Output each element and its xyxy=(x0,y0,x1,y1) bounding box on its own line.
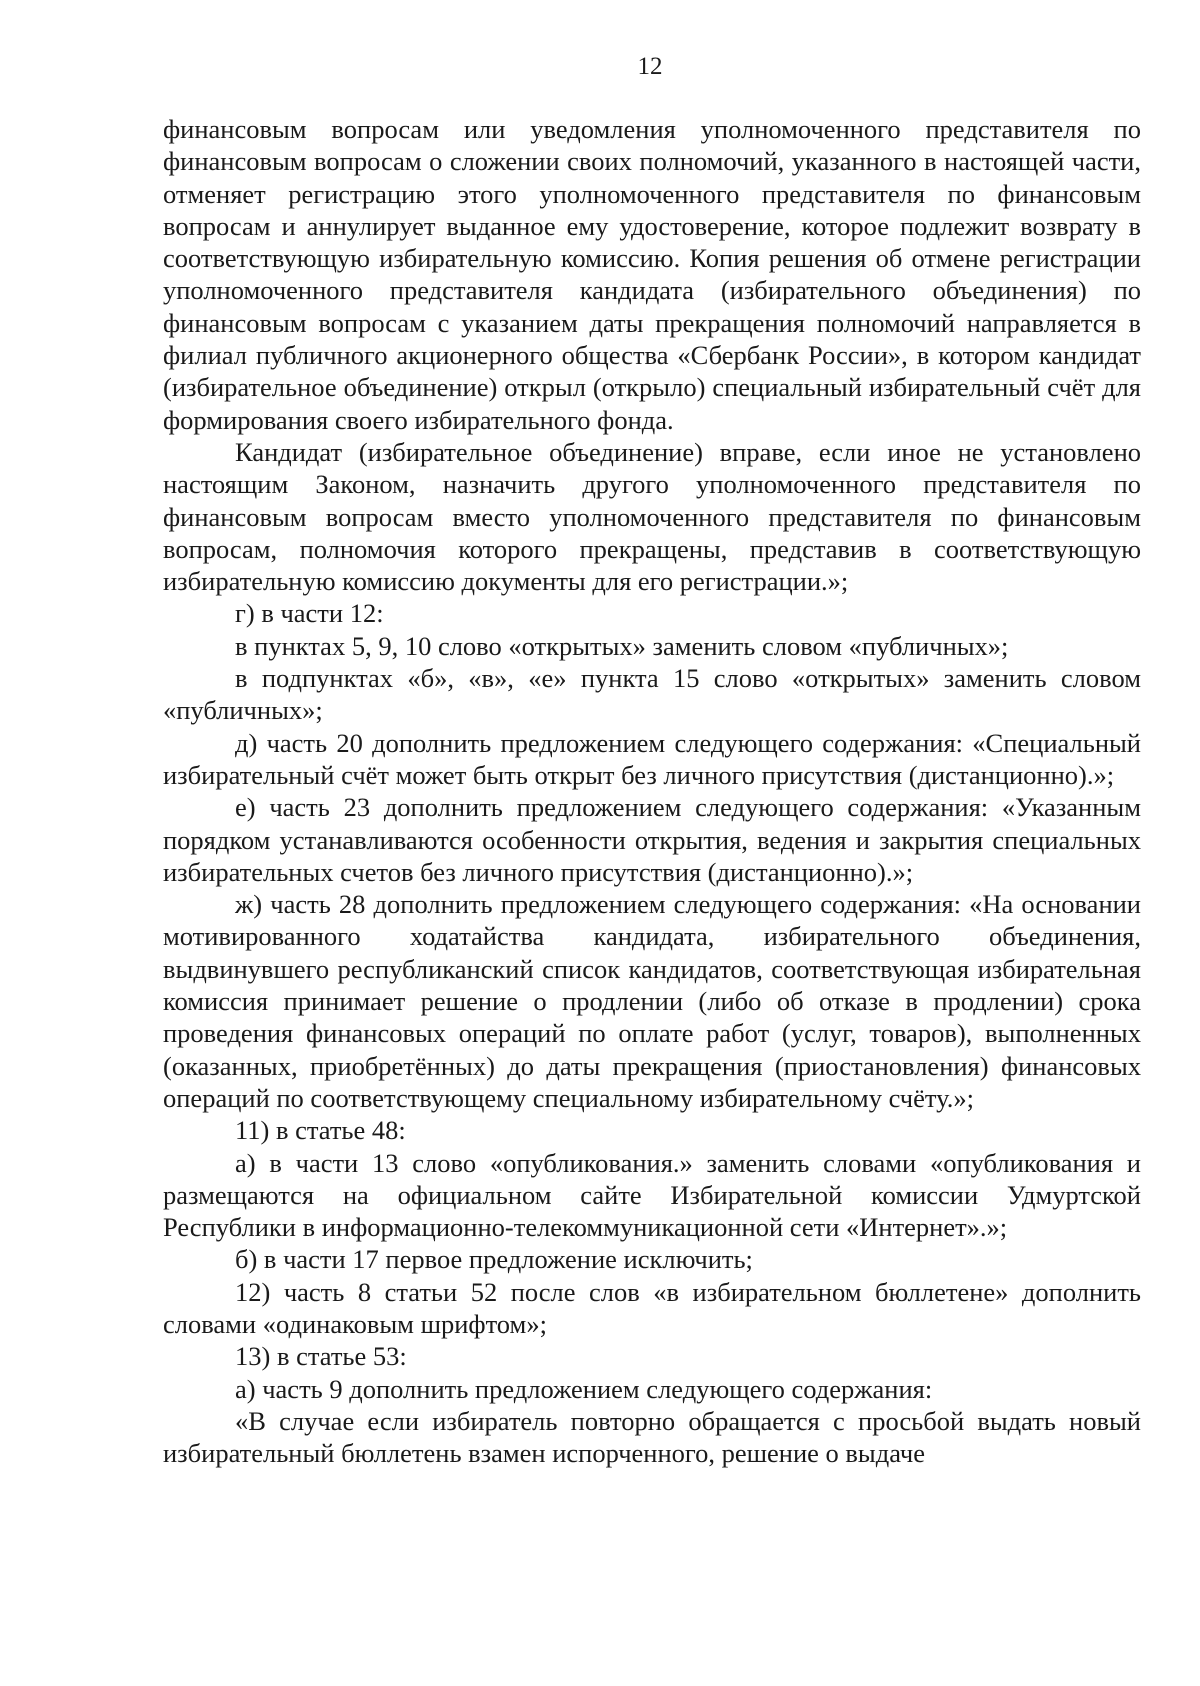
paragraph: в пунктах 5, 9, 10 слово «открытых» заменить словом «публичных»; xyxy=(235,630,1009,661)
paragraph: ж) часть 28 дополнить предложением следующего содержания: «На основании мотивированного ходатайства кандидата, избирательного объединения, выдвинувшего республиканский список кандидатов, соответствующая избирательная комиссия принимает решение о продлении (либо об отказе в продлении) срока проведения финансовых операций по оплате работ (услуг, товаров), выполненных (оказанных, приобретённых) до даты прекращения (приостановления) финансовых операций по соответствующему специальному избирательному счёту.»; xyxy=(163,889,1141,1113)
paragraph: Кандидат (избирательное объединение) вправе, если иное не установлено настоящим Законом, назначить другого уполномоченного представителя по финансовым вопросам вместо уполномоченного представителя по финансовым вопросам, полномочия которого прекращены, представив в соответствующую избирательную комиссию документы для его регистрации.»; xyxy=(163,436,1141,597)
document-body xyxy=(163,113,1141,1469)
paragraph: б) в части 17 первое предложение исключить; xyxy=(235,1244,753,1275)
paragraph: 12) часть 8 статьи 52 после слов «в избирательном бюллетене» дополнить словами «одинаковым шрифтом»; xyxy=(163,1276,1141,1339)
paragraph: г) в части 12: xyxy=(235,598,384,629)
paragraph: в подпунктах «б», «в», «е» пункта 15 слово «открытых» заменить словом «публичных»; xyxy=(163,663,1141,726)
paragraph: 13) в статье 53: xyxy=(235,1341,407,1372)
page-number: 12 xyxy=(637,53,663,80)
paragraph: финансовым вопросам или уведомления уполномоченного представителя по финансовым вопросам о сложении своих полномочий, указанного в настоящей части, отменяет регистрацию этого уполномоченного представителя по финансовым вопросам и аннулирует выданное ему удостоверение, которое подлежит возврату в соответствующую избирательную комиссию. Копия решения об отмене регистрации уполномоченного представителя кандидата (избирательного объединения) по финансовым вопросам с указанием даты прекращения полномочий направляется в филиал публичного акционерного общества «Сбербанк России», в котором кандидат (избирательное объединение) открыл (открыло) специальный избирательный счёт для формирования своего избирательного фонда. xyxy=(163,114,1141,435)
paragraph: д) часть 20 дополнить предложением следующего содержания: «Специальный избирательный счёт может быть открыт без личного присутствия (дистанционно).»; xyxy=(163,727,1141,790)
paragraph: «В случае если избиратель повторно обращается с просьбой выдать новый избирательный бюллетень взамен испорченного, решение о выдаче xyxy=(163,1405,1141,1469)
paragraph: е) часть 23 дополнить предложением следующего содержания: «Указанным порядком устанавливаются особенности открытия, ведения и закрытия специальных избирательных счетов без личного присутствия (дистанционно).»; xyxy=(163,792,1141,887)
paragraph: 11) в статье 48: xyxy=(235,1115,406,1146)
paragraph: а) в части 13 слово «опубликования.» заменить словами «опубликования и размещаются на официальном сайте Избирательной комиссии Удмуртской Республики в информационно-телекоммуникационной сети «Интернет».»; xyxy=(163,1147,1141,1243)
paragraph: а) часть 9 дополнить предложением следующего содержания: xyxy=(235,1373,933,1404)
